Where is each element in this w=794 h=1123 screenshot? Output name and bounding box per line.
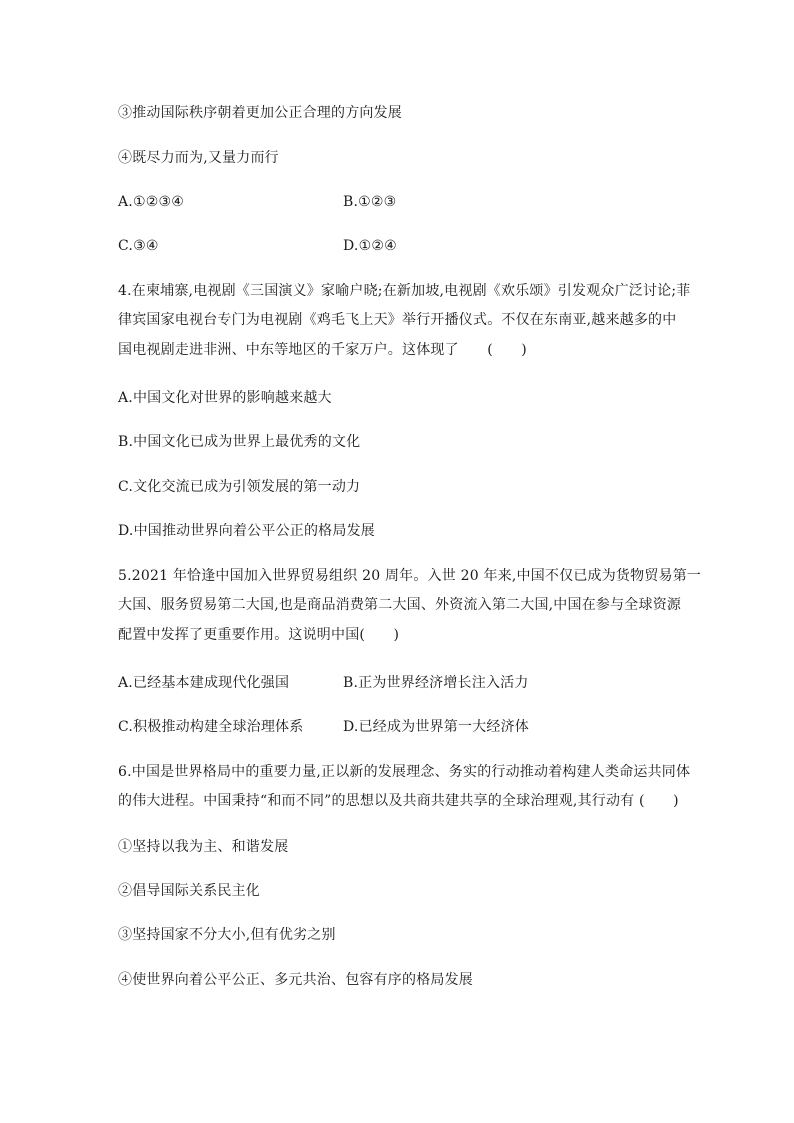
q3-option-d: D.①②④ [343, 238, 397, 254]
q3-option-b: B.①②③ [343, 194, 397, 210]
q5-option-d: D.已经成为世界第一大经济体 [343, 719, 529, 735]
q5-stem-line-1: 5.2021 年恰逢中国加入世界贸易组织 20 周年。入世 20 年来,中国不仅已成为货物贸易第一 [118, 568, 702, 584]
q4-option-b: B.中国文化已成为世界上最优秀的文化 [118, 434, 361, 450]
q5-stem-line-2: 大国、服务贸易第二大国,也是商品消费第二大国、外资流入第二大国,中国在参与全球资源 [118, 597, 682, 613]
q5-option-c: C.积极推动构建全球治理体系 [118, 719, 304, 735]
q4-option-a: A.中国文化对世界的影响越来越大 [118, 390, 332, 406]
q6-item-1: ①坚持以我为主、和谐发展 [118, 839, 289, 855]
q4-option-d: D.中国推动世界向着公平公正的格局发展 [118, 523, 375, 539]
q6-item-4: ④使世界向着公平公正、多元共治、包容有序的格局发展 [118, 972, 473, 988]
q5-option-a: A.已经基本建成现代化强国 [118, 675, 290, 691]
q6-item-3: ③坚持国家不分大小,但有优劣之别 [118, 927, 336, 943]
q4-stem-line-1: 4.在柬埔寨,电视剧《三国演义》家喻户晓;在新加坡,电视剧《欢乐颂》引发观众广泛讨论;菲 [118, 283, 691, 299]
q4-stem-line-2: 律宾国家电视台专门为电视剧《鸡毛飞上天》举行开播仪式。不仅在东南亚,越来越多的中 [118, 312, 677, 328]
q6-item-2: ②倡导国际关系民主化 [118, 883, 260, 899]
q3-option-c: C.③④ [118, 238, 159, 254]
q6-stem-line-2: 的伟大进程。中国秉持“和而不同”的思想以及共商共建共享的全球治理观,其行动有 ( ) [118, 793, 679, 809]
q3-option-a: A.①②③④ [118, 194, 184, 210]
q4-option-c: C.文化交流已成为引领发展的第一动力 [118, 479, 361, 495]
q3-item-4: ④既尽力而为,又量力而行 [118, 150, 279, 166]
q5-option-b: B.正为世界经济增长注入活力 [343, 675, 529, 691]
q3-item-3: ③推动国际秩序朝着更加公正合理的方向发展 [118, 105, 402, 121]
q6-stem-line-1: 6.中国是世界格局中的重要力量,正以新的发展理念、务实的行动推动着构建人类命运共同体 [118, 764, 691, 780]
q5-stem-line-3: 配置中发挥了更重要作用。这说明中国( ) [118, 627, 400, 643]
q4-stem-line-3: 国电视剧走进非洲、中东等地区的千家万户。这体现了 ( ) [118, 342, 527, 358]
